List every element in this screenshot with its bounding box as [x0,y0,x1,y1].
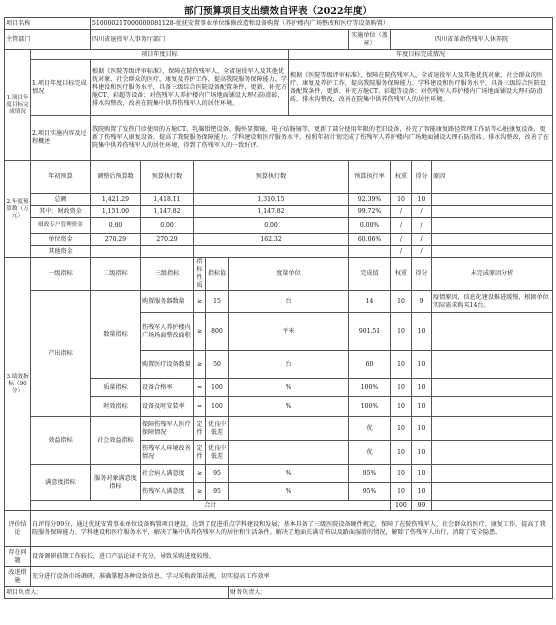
done-col-header: 年度目标完成情况 [289,50,553,60]
ind-l1-output: 产出指标 [31,291,91,417]
budget-row-rate: 99.72% [349,206,391,218]
ind-row-unit: % [229,397,349,417]
budget-h-executed-2: 预算执行数 [194,161,349,194]
ind-row-score: 10 [412,417,432,441]
budget-row-name: 总额 [31,194,91,206]
budget-row-rate [349,246,391,258]
ind-row-l3: 购置医疗设备数量 [141,351,194,379]
ind-row-val: 100 [206,397,229,417]
ind-row-score: 10 [412,465,432,483]
total-reason-blank [432,501,553,511]
indicator-row [5,465,553,483]
budget-row-score: 10 [412,194,432,206]
budget-row-rate: 0.00% [349,218,391,234]
ind-row-done: 14 [349,291,391,313]
budget-row-adjusted: 1,151.00 [91,206,141,218]
ind-row-weight: 10 [391,417,412,441]
ind-row-val: 100 [206,379,229,397]
ind-row-weight: 10 [391,313,412,351]
ind-h-unit: 度量单位 [229,258,349,291]
budget-row-name: 财政专户管理资金 [31,218,91,234]
budget-row-rate: 60.06% [349,234,391,246]
ind-row-l3: 社会病人满意度 [141,465,194,483]
ind-row-op: = [194,379,206,397]
ind-l2-quantity: 数量指标 [91,291,141,379]
ind-row-reason [432,351,553,379]
goal-row2-text: 我院购置了发热门诊使用的方舱CT、乳腺钼钯设备、胸外显微镜、电子结肠镜等，更新了部分使用年限的老旧设备，补充了智能康复路径管理工作站等心脏康复设备，更新了伤残军人康复设备，提高了我院服务保障能力、学科建设和医疗服务水平。按照年初计划完成了伤残军人养护楼内广场地面铺设大理石防滑砖、排水沟整改，改善了在院集中供养伤残军人的居住环境，得到了伤残军人的一致好评。 [91,116,553,161]
ind-l2-service: 服务对象满意度指标 [91,465,141,501]
goals-header-row [5,50,553,60]
impl-value: 四川省革命伤残军人休养院 [391,30,553,50]
total-row [5,501,553,511]
ind-row-weight: 10 [391,465,412,483]
budget-row-adjusted [91,246,141,258]
budget-row-name: 其他资金 [31,246,91,258]
ind-row-reason [432,483,553,501]
budget-row [5,206,553,218]
ind-row-unit: % [229,465,349,483]
budget-row-score: / [412,218,432,234]
project-name-label: 项目名称 [5,18,91,30]
ind-row-val: 50 [206,351,229,379]
conclusion-label: 评价结论 [5,511,31,547]
ind-row-score: 10 [412,441,432,465]
ind-row-reason [432,441,553,465]
budget-row [5,246,553,258]
ind-row-weight: 10 [391,397,412,417]
budget-row-executed2: 1,147.82 [194,206,349,218]
problems-label: 存在问题 [5,547,31,567]
goals-row2 [5,116,553,161]
ind-row-reason [432,417,553,441]
impl-label: 实施单位（盖章） [349,30,391,50]
project-name-value: 51000021T000000081128-优抚安置事业单位维修改造和设备购置（养护楼内广场整改和医疗等设备购置） [91,18,553,30]
budget-row-weight: 10 [391,194,412,206]
budget-h-reason: 原因 [432,161,553,194]
ind-row-score: 10 [412,313,432,351]
ind-row-score: 10 [412,379,432,397]
ind-row-op: ≥ [194,313,206,351]
dept-value: 四川省退役军人事务厅部门 [91,30,349,50]
budget-row-name: 单位资金 [31,234,91,246]
ind-row-op: ≥ [194,465,206,483]
ind-row-val: 95 [206,483,229,501]
ind-row-op: ≥ [194,483,206,501]
project-name-row [5,18,553,30]
budget-row-reason [432,206,553,218]
budget-row-name: 其中：财政资金 [31,206,91,218]
budget-row [5,234,553,246]
budget-row-executed2: 162.32 [194,234,349,246]
ind-row-val: 800 [206,313,229,351]
ind-row-val: 95 [206,465,229,483]
ind-row-weight: 10 [391,291,412,313]
ind-row-done: 95% [349,465,391,483]
goals-row1a [5,60,553,74]
budget-row [5,218,553,234]
budget-row-score: / [412,234,432,246]
budget-h-weight: 权重 [391,161,412,194]
ind-row-unit: 平米 [229,313,349,351]
budget-row-executed: 270.29 [141,234,194,246]
goal-row2-label: 2.项目实施内容及过程概述 [31,116,91,161]
ind-row-weight: 10 [391,379,412,397]
ind-row-reason [432,397,553,417]
goal-row1-goal: 根据《医院等级评审标准》，保障在院伤残军人、全省退役军人及其他优抚对象、社会群众的医疗、康复及养护工作，提高我院服务保障能力、学科建设和医疗服务水平，具备三级综合医院设备配置条件，更新、补充方舱CT、彩超等设备；对伤残军人养护楼内广场地面铺设大理石防滑砖、排水沟整改，改善在院集中供养伤残军人的居住环境。 [91,60,289,116]
ind-l2-social: 社会效益指标 [91,417,141,465]
ind-row-done: 优 [349,417,391,441]
ind-row-done: 95% [349,483,391,501]
budget-row-adjusted: 0.00 [91,218,141,234]
total-label: 合计 [31,501,391,511]
ind-h-l2: 二级指标 [91,258,141,291]
ind-row-val: 15 [206,291,229,313]
ind-row-score: 10 [412,351,432,379]
ind-h-reason: 未完成原因分析 [432,258,553,291]
goal-col-header: 项目年度目标 [31,50,289,60]
ind-row-op: 定性 [194,417,206,441]
ind-row-weight: 10 [391,351,412,379]
ind-row-l3: 伤残军人环境改善情况 [141,441,194,465]
ind-row-reason [432,465,553,483]
page-title: 部门预算项目支出绩效自评表（2022年度） [184,6,372,17]
budget-row [5,194,553,206]
ind-row-l3: 伤残军人养护楼内广场场面整改面积 [141,313,194,351]
goal-row1-label: 1.项目年度目标完成情况 [31,60,91,116]
budget-section-label: 2.年度预算数（万元） [5,161,31,258]
ind-row-weight: 10 [391,441,412,465]
ind-row-unit [229,441,349,465]
budget-header-row [5,161,553,194]
ind-row-l3: 设备及时安装率 [141,397,194,417]
evaluation-table [4,17,553,599]
budget-row-adjusted: 270.29 [91,234,141,246]
ind-row-unit: 台 [229,351,349,379]
ind-row-op: ≥ [194,291,206,313]
budget-row-weight: / [391,246,412,258]
conclusion-text: 自评得分99分，通过优抚安置事业单位设备购置项目建设，达到了促进重点学科建设和发展，基本具备了三级医院设备硬件规定，保障了在院伤残军人、社会群众的医疗、康复工作，提高了我院服务保障能力、学科建设和医疗服务水平，解决了集中供养伤残军人的居住和生活条件。解决了地面长满青苔以及路面湿滑的情况，解除了伤残军人出行，消除了安全隐患。 [31,511,553,547]
budget-h-adjusted: 调整后预算数 [91,161,141,194]
budget-row-weight: / [391,206,412,218]
ind-row-l3: 伤残军人满意度 [141,483,194,501]
budget-h-executed: 预算执行数 [141,161,194,194]
footer-finance: 财务负责人： [229,587,553,599]
ind-row-done: 优 [349,441,391,465]
ind-row-reason: 疫情原因，信息化建设推进缓慢，根据单位实际需求购买14台。 [432,291,553,313]
department-row [5,30,553,50]
budget-row-weight: / [391,218,412,234]
ind-h-l1: 一级指标 [31,258,91,291]
budget-row-executed [141,246,194,258]
indicator-row [5,291,553,313]
ind-h-op: 指标性质 [194,258,206,291]
ind-l2-time: 时效指标 [91,397,141,417]
budget-row-executed2: 0.00 [194,218,349,234]
ind-l1-satisfaction: 满意度指标 [31,465,91,501]
ind-row-l3: 设备合格率 [141,379,194,397]
ind-l2-quality: 质量指标 [91,379,141,397]
budget-row-weight: / [391,234,412,246]
ind-row-score: 10 [412,397,432,417]
budget-row-reason [432,194,553,206]
total-score: 99 [412,501,432,511]
ind-row-done: 901.51 [349,313,391,351]
ind-row-val: 优良中低差 [206,417,229,441]
problems-text: 设备调研前期工作较长，进口产品论证不充分，导致采购进度较慢。 [31,547,553,567]
ind-l1-benefit: 效益指标 [31,417,91,465]
ind-row-l3: 保障伤残军人医疗保障情况 [141,417,194,441]
problems-row [5,547,553,567]
dept-label: 主管部门 [5,30,91,50]
budget-row-executed: 1,147.82 [141,206,194,218]
indicators-section-label: 3.绩效指标（90分） [5,258,31,511]
footer-leader: 项目负责人： [5,587,229,599]
budget-row-executed: 1,418.11 [141,194,194,206]
goal-row1-done: 根据《医院等级评审标准》，保障在院伤残军人、全省退役军人及其他优抚对象、社会群众的医疗、康复及养护工作，提高我院服务保障能力、学科建设和医疗服务水平，具备三级综合医院设备配置条件，更新、补充方舱CT、彩超等设备；对伤残军人养护楼内广场地面铺设大理石防滑砖、排水沟整改，改善在院集中供养伤残军人的居住环境。 [289,60,553,116]
budget-row-reason [432,246,553,258]
ind-row-done: 100% [349,379,391,397]
improve-label: 改进措施 [5,567,31,587]
goals-section-label: 1.项目年度目标完成情况 [5,50,31,161]
ind-h-l3: 三级指标 [141,258,194,291]
ind-row-op: ≥ [194,351,206,379]
improve-text: 充分进行设备市场调研，准确掌握各种设备信息，学习采购政策法规，切实提高工作效率 [31,567,553,587]
ind-h-score: 得分 [412,258,432,291]
budget-h-score: 得分 [412,161,432,194]
ind-row-unit: % [229,379,349,397]
ind-row-weight: 10 [391,483,412,501]
budget-h-rate: 预算执行率 [349,161,391,194]
budget-row-reason [432,218,553,234]
ind-row-unit: % [229,483,349,501]
ind-row-unit: 台 [229,291,349,313]
indicator-row [5,417,553,441]
ind-row-op: = [194,397,206,417]
ind-h-weight: 权重 [391,258,412,291]
budget-row-adjusted: 1,421.29 [91,194,141,206]
ind-row-done: 100% [349,397,391,417]
ind-row-reason [432,313,553,351]
budget-row-score: / [412,206,432,218]
budget-row-score: / [412,246,432,258]
budget-row-executed2 [194,246,349,258]
conclusion-row [5,511,553,547]
budget-row-rate: 92.39% [349,194,391,206]
ind-h-val: 指标值 [206,258,229,291]
footer-row [5,587,553,599]
indicators-header-row [5,258,553,291]
total-weight: 100 [391,501,412,511]
improve-row [5,567,553,587]
budget-row-executed: 0.00 [141,218,194,234]
ind-h-done: 完成值 [349,258,391,291]
ind-row-score: 9 [412,291,432,313]
budget-row-reason [432,234,553,246]
ind-row-op: 定性 [194,441,206,465]
budget-h-initial: 年初预算 [31,161,91,194]
ind-row-l3: 购置服务器数量 [141,291,194,313]
ind-row-val: 优良中低差 [206,441,229,465]
ind-row-reason [432,379,553,397]
ind-row-score: 10 [412,483,432,501]
budget-row-executed2: 1,310.15 [194,194,349,206]
ind-row-unit [229,417,349,441]
ind-row-done: 60 [349,351,391,379]
